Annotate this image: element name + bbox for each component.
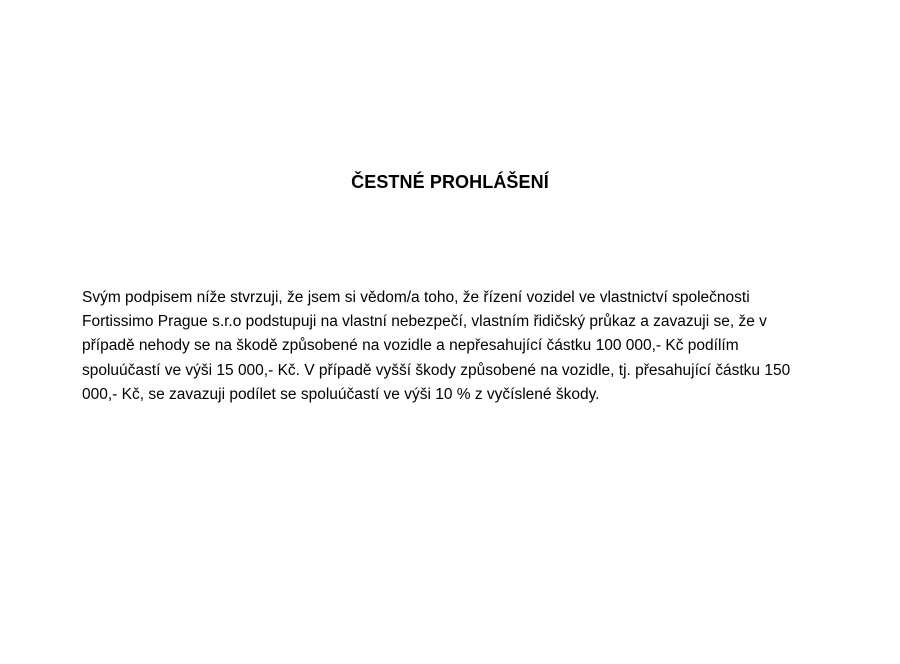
document-title: ČESTNÉ PROHLÁŠENÍ [351,172,549,192]
declaration-paragraph [82,286,842,407]
paragraph-line: Svým podpisem níže stvrzuji, že jsem si vědom/a toho, že řízení vozidel ve vlastnictví společnosti [82,289,750,306]
paragraph-line: Fortissimo Prague s.r.o podstupuji na vlastní nebezpečí, vlastním řidičský průkaz a zavazuji se, že v [82,313,767,331]
paragraph-line: případě nehody se na škodě způsobené na vozidle a nepřesahující částku 100 000,- Kč podílím [82,337,739,355]
paragraph-line: 000,- Kč, se zavazuji podílet se spoluúčastí ve výši 10 % z vyčíslené škody. [82,385,600,403]
paragraph-line: spoluúčastí ve výši 15 000,- Kč. V případě vyšší škody způsobené na vozidle, tj. přesahující částku 150 [82,361,791,379]
